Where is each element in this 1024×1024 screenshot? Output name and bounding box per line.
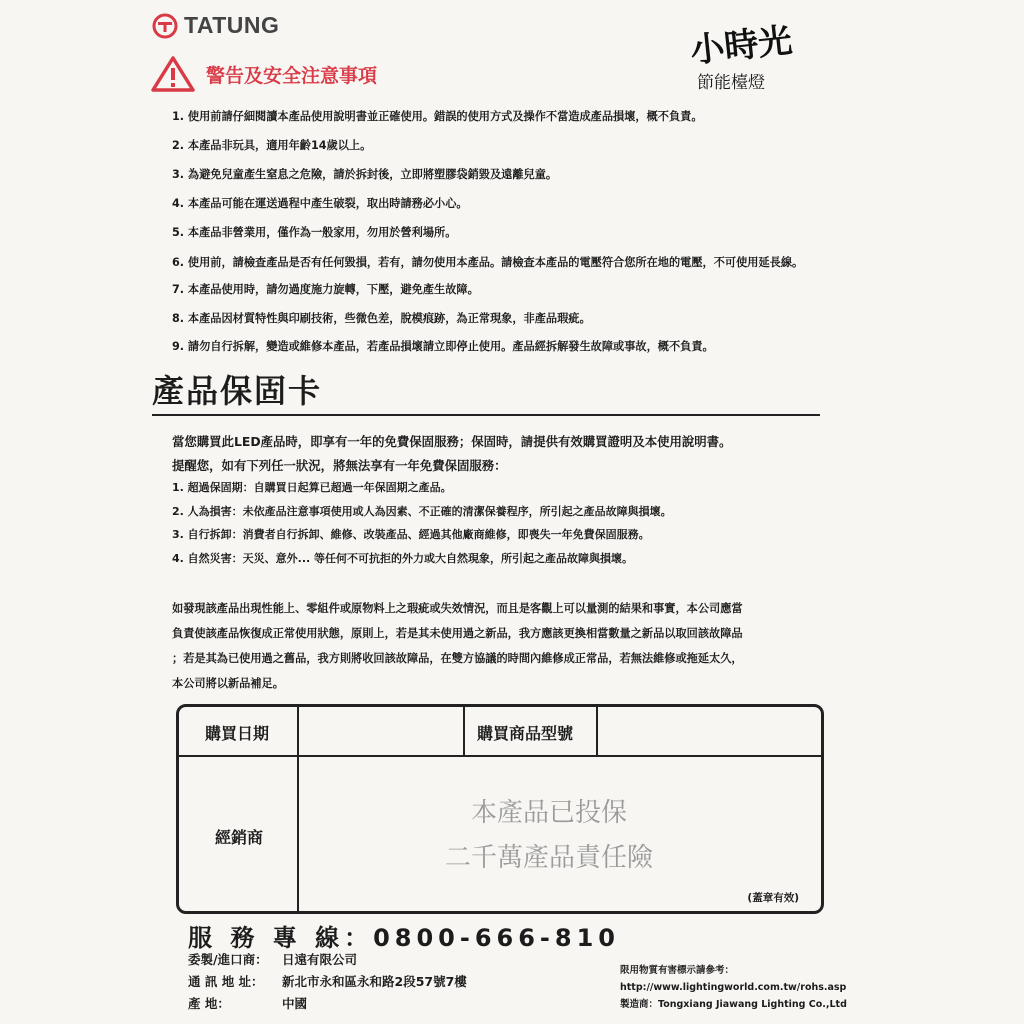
logo-text: TATUNG <box>184 12 280 38</box>
warning-item: 3. 為避免兒童產生窒息之危險，請於拆封後，立即將塑膠袋銷毀及遠離兒童。 <box>172 167 558 181</box>
address-label: 通 訊 地 址： <box>188 974 264 989</box>
warning-title: 警告及安全注意事項 <box>206 64 378 87</box>
intro-line: 提醒您，如有下列任一狀況，將無法享有一年免費保固服務： <box>172 458 507 473</box>
warning-item: 8. 本產品因材質特性與印刷技術，些微色差，脫模痕跡，為正常現象，非產品瑕疵。 <box>172 311 591 325</box>
paragraph-line: ；若是其為已使用過之舊品，我方則將收回該故障品，在雙方協議的時間內維修成正常品，若無法維修或拖延太久， <box>172 652 743 665</box>
importer-value: 日遠有限公司 <box>282 952 358 967</box>
exclusion-item: 2. 人為損害：未依產品注意事項使用或人為因素、不正確的清潔保養程序，所引起之產品故障與損壞。 <box>172 504 672 518</box>
exclusion-item: 3. 自行拆卸：消費者自行拆卸、維修、改裝產品、經過其他廠商維修，即喪失一年免費保固服務。 <box>172 528 650 541</box>
origin-label: 產 地： <box>188 996 230 1011</box>
warning-list <box>172 108 832 367</box>
manufacturer: 製造商：Tongxiang Jiawang Lighting Co.,Ltd <box>620 999 847 1010</box>
warranty-form <box>176 704 824 914</box>
service-hotline: 服 務 專 線：0800-666-810 <box>188 924 620 952</box>
exclusion-item: 4. 自然災害：天災、意外... 等任何不可抗拒的外力或大自然現象，所引起之產品故障與損壞。 <box>172 551 634 565</box>
rohs-url: http://www.lightingworld.com.tw/rohs.asp <box>620 982 847 993</box>
warranty-title: 產品保固卡 <box>152 372 323 410</box>
product-name-script: 小時光 <box>688 20 795 72</box>
warning-item: 1. 使用前請仔細閱讀本產品使用說明書並正確使用。錯誤的使用方式及操作不當造成產品損壞，概不負責。 <box>172 110 703 123</box>
rohs-info <box>620 962 847 1013</box>
warning-item: 4. 本產品可能在運送過程中產生破裂，取出時請務必小心。 <box>172 196 468 210</box>
origin-value: 中國 <box>282 996 308 1011</box>
rohs-title: 限用物質有害標示請參考： <box>620 965 735 976</box>
warning-triangle-icon <box>150 55 196 93</box>
form-row-divider <box>179 755 821 757</box>
tatung-emblem-icon <box>152 13 178 39</box>
warranty-intro <box>172 430 832 478</box>
address-row <box>188 972 608 990</box>
form-mid-divider <box>463 707 465 755</box>
stamp-note: (蓋章有效) <box>747 892 799 904</box>
form-label-divider <box>297 707 299 911</box>
importer-label: 委製/進口商： <box>188 952 268 967</box>
warning-item: 6. 使用前，請檢查產品是否有任何毀損，若有，請勿使用本產品。請檢查本產品的電壓符合您所在地的電壓，不可使用延長線。 <box>172 255 804 269</box>
dealer-label: 經銷商 <box>215 828 264 847</box>
paragraph-line: 負責使該產品恢復成正常使用狀態，原則上，若是其未使用過之新品，我方應該更換相當數量之新品以取回該故障品 <box>172 627 743 640</box>
intro-line: 當您購買此LED產品時，即享有一年的免費保固服務；保固時，請提供有效購買證明及本使用說明書。 <box>172 434 732 449</box>
exclusion-item: 1. 超過保固期：自購買日起算已超過一年保固期之產品。 <box>172 481 452 494</box>
address-value: 新北市永和區永和路2段57號7樓 <box>282 974 467 989</box>
warranty-paragraph <box>172 596 827 696</box>
paragraph-line: 如發現該產品出現性能上、零組件或原物料上之瑕疵或失效情況，而且是客觀上可以量測的結果和事實，本公司應當 <box>172 602 743 615</box>
purchase-date-label: 購買日期 <box>205 724 270 743</box>
warning-header <box>150 55 377 93</box>
origin-row <box>188 994 608 1012</box>
exclusion-list <box>172 479 832 573</box>
importer-row <box>188 950 608 968</box>
tatung-logo <box>152 12 279 39</box>
warning-item: 2. 本產品非玩具，適用年齡14歲以上。 <box>172 138 372 152</box>
model-label: 購買商品型號 <box>477 724 574 743</box>
warning-item: 5. 本產品非營業用，僅作為一般家用，勿用於營利場所。 <box>172 225 457 239</box>
insured-line: 二千萬產品責任險 <box>444 843 653 873</box>
insured-stamp <box>419 791 679 881</box>
form-model-divider <box>596 707 598 755</box>
warning-item: 9. 請勿自行拆解，變造或維修本產品，若產品損壞請立即停止使用。產品經拆解發生故障或事故，概不負責。 <box>172 340 714 354</box>
title-divider <box>152 414 820 416</box>
product-subtitle: 節能檯燈 <box>697 73 765 93</box>
paragraph-line: 本公司將以新品補足。 <box>172 677 284 690</box>
warning-item: 7. 本產品使用時，請勿過度施力旋轉，下壓，避免產生故障。 <box>172 282 479 296</box>
insured-line: 本產品已投保 <box>470 798 627 828</box>
